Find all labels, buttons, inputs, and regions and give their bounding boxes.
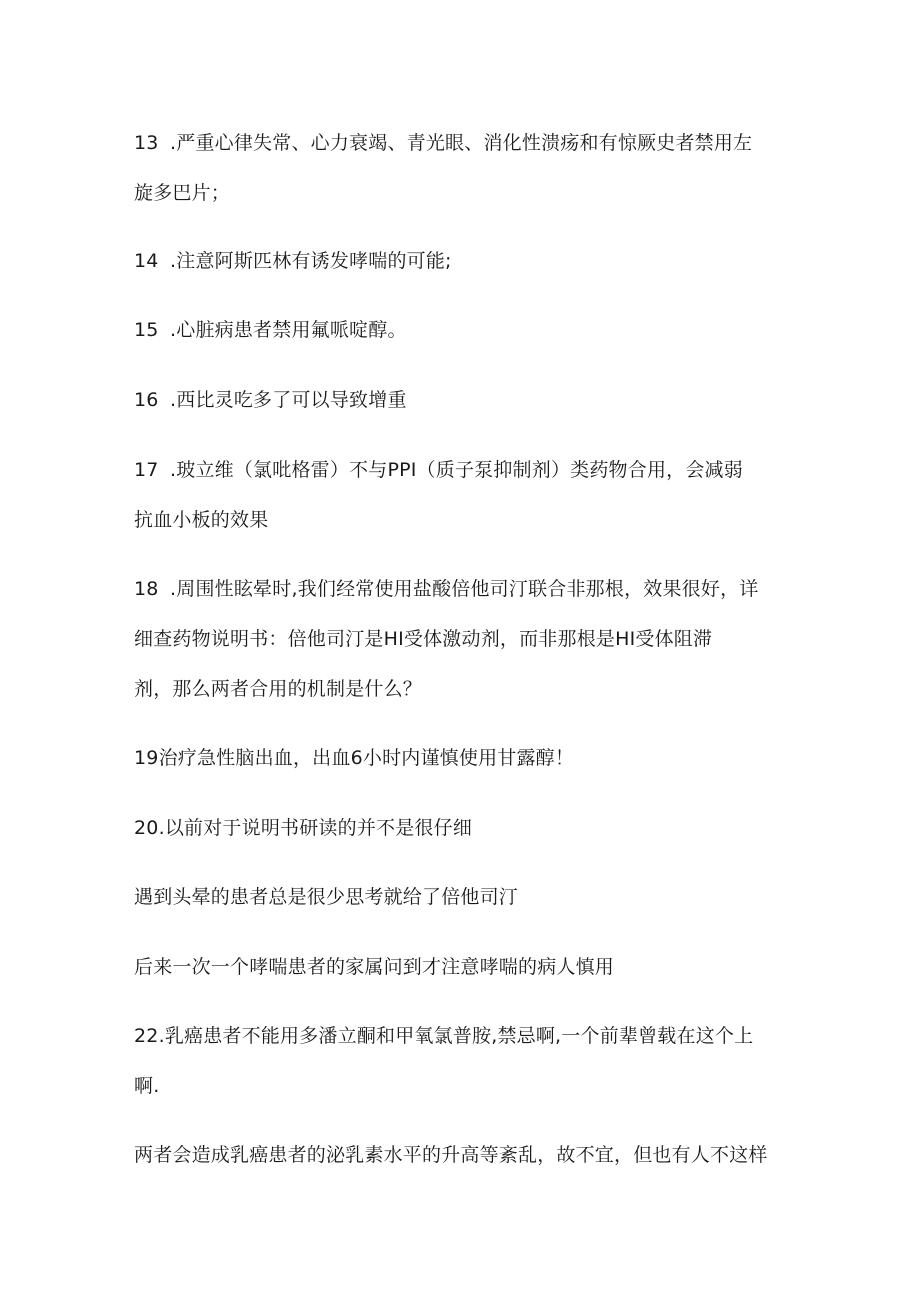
item-17-line-1 (134, 458, 814, 482)
item-number: 17 (134, 459, 159, 481)
paragraph-dizziness (134, 885, 814, 909)
paragraph-text: 两者会造成乳癌患者的泌乳素水平的升高等紊乱，故不宜，但也有人不这样 (134, 1144, 768, 1166)
item-number: 18 (134, 578, 159, 600)
paragraph-text: 20.以前对于说明书研读的并不是很仔细 (134, 817, 473, 839)
item-18-line-2 (134, 627, 814, 651)
paragraph-prolactin (134, 1143, 814, 1167)
item-14-line-1 (134, 249, 814, 273)
paragraph-text: 后来一次一个哮喘患者的家属问到才注意哮喘的病人慎用 (134, 956, 615, 978)
paragraph-text: 啊. (134, 1075, 160, 1097)
item-text: .周围性眩晕时,我们经常使用盐酸倍他司汀联合非那根，效果很好，详 (170, 578, 759, 600)
item-number: 15 (134, 319, 159, 341)
paragraph-19 (134, 746, 814, 770)
paragraph-22-line-2 (134, 1074, 814, 1098)
paragraph-text: 遇到头晕的患者总是很少思考就给了倍他司汀 (134, 886, 519, 908)
item-13-line-2 (134, 181, 814, 205)
item-text: .玻立维（氯吡格雷）不与PPI（质子泵抑制剂）类药物合用，会减弱 (170, 459, 743, 481)
paragraph-22-line-1 (134, 1024, 814, 1048)
paragraph-text: 22.乳癌患者不能用多潘立酮和甲氧氯普胺,禁忌啊,一个前辈曾载在这个上 (134, 1025, 754, 1047)
item-13-line-1 (134, 131, 814, 155)
paragraph-text: 19治疗急性脑出血，出血6小时内谨慎使用甘露醇！ (134, 747, 575, 769)
item-17-line-2 (134, 508, 814, 532)
item-18-line-1 (134, 577, 814, 601)
item-15-line-1 (134, 318, 814, 342)
item-text: 旋多巴片； (134, 182, 231, 204)
item-number: 16 (134, 389, 159, 411)
item-text: 抗血小板的效果 (134, 509, 269, 531)
item-18-line-3 (134, 677, 814, 701)
item-text: .严重心律失常、心力衰竭、青光眼、消化性溃疡和有惊厥史者禁用左 (170, 132, 753, 154)
item-text: 剂，那么两者合用的机制是什么？ (134, 678, 423, 700)
item-number: 14 (134, 250, 159, 272)
paragraph-20 (134, 816, 814, 840)
item-16-line-1 (134, 388, 814, 412)
paragraph-asthma (134, 955, 814, 979)
item-text: .注意阿斯匹林有诱发哮喘的可能; (170, 250, 452, 272)
item-number: 13 (134, 132, 159, 154)
item-text: .西比灵吃多了可以导致增重 (170, 389, 407, 411)
item-text: 细查药物说明书：倍他司汀是HI受体激动剂，而非那根是HI受体阻滞 (134, 628, 713, 650)
item-text: .心脏病患者禁用氟哌啶醇。 (170, 319, 407, 341)
